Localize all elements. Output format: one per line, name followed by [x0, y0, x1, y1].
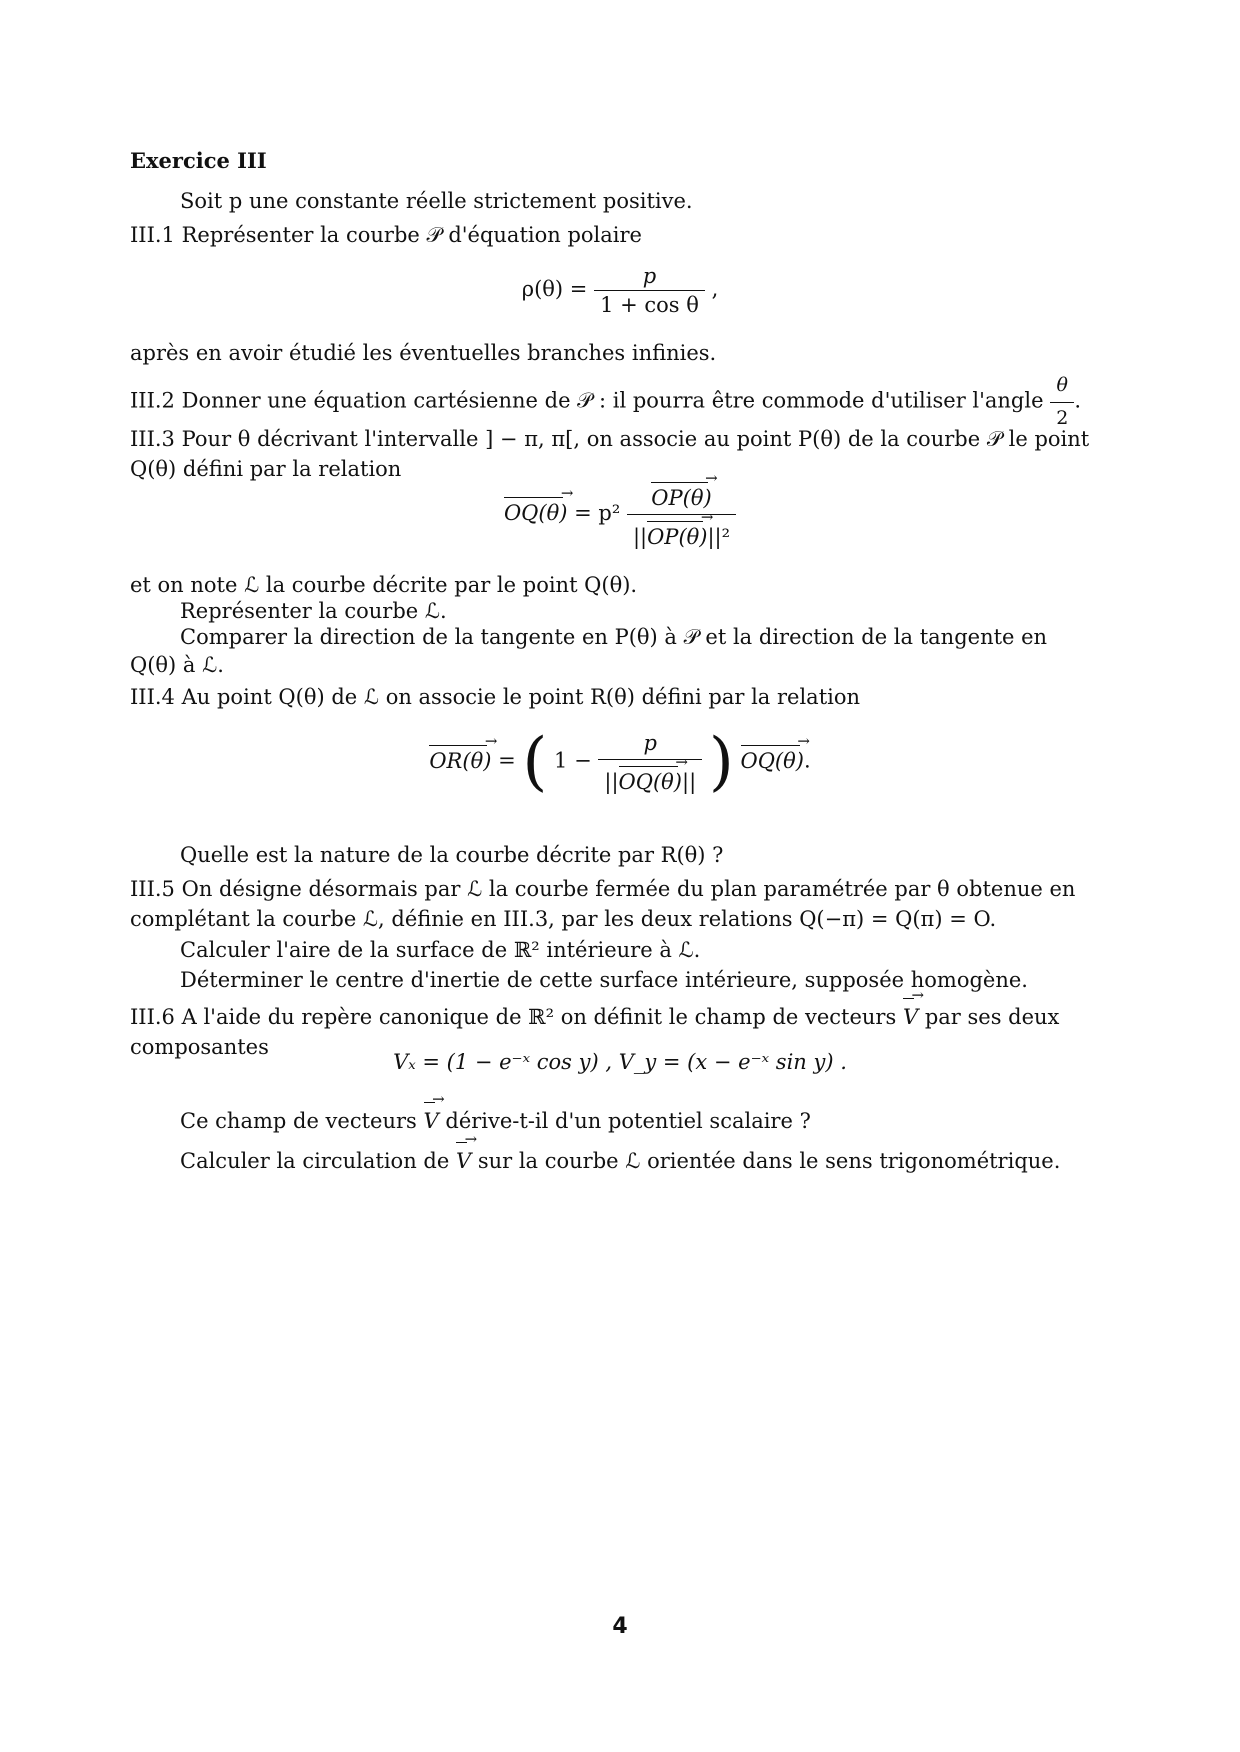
question-label: III.5 — [130, 877, 175, 901]
vector-oq: OQ(θ) → — [741, 743, 804, 773]
frac-numerator: θ — [1050, 372, 1074, 403]
norm-right-squared: ||² — [707, 525, 731, 549]
vector-v: V → — [456, 1140, 471, 1176]
equation-polar: ρ(θ) = $\frac{p}{\text{1 + cos θ}}$ , — [521, 264, 719, 317]
question-5-task-1: Calculer l'aire de la surface de ℝ² intérieure à ℒ. — [180, 937, 701, 962]
frac-numerator: p — [598, 731, 702, 760]
frac-numerator — [627, 480, 736, 515]
task-text: Ce champ de vecteurs — [180, 1109, 417, 1133]
question-label: III.1 — [130, 223, 175, 247]
fraction — [594, 264, 705, 317]
vector-v: V → — [903, 996, 918, 1032]
question-2: III.2 Donner une équation cartésienne de 𝒫 : il pourra être commode d'utiliser l'angle $\frac{\theta}{2}$ . — [130, 372, 1110, 432]
frac-denominator — [627, 515, 736, 549]
fraction — [598, 731, 702, 794]
frac-denominator — [598, 760, 702, 794]
question-5 — [130, 874, 1110, 996]
question-label: III.3 — [130, 427, 175, 451]
eq-end: . — [803, 748, 811, 773]
paren-left: ( — [522, 725, 548, 799]
question-1-after: après en avoir étudié les éventuelles branches infinies. — [130, 341, 717, 365]
question-3 — [130, 424, 1110, 485]
vector-op: OP(θ) → — [647, 519, 707, 549]
norm-left: || — [632, 525, 648, 549]
question-3-task-2b: Q(θ) à ℒ. — [130, 653, 224, 677]
norm-right: || — [682, 769, 697, 794]
vector-v: V → — [424, 1100, 439, 1136]
fraction — [627, 480, 736, 549]
equation-oq — [0, 480, 1240, 549]
vector-op: OP(θ) → — [651, 480, 711, 510]
eq-lhs: ρ(θ) = — [521, 277, 588, 301]
equation-field: Vₓ = (1 − e⁻ˣ cos y) , V_y = (x − e⁻ˣ sin y) . — [393, 1050, 847, 1074]
frac-numerator: p — [594, 264, 705, 291]
task-text-end: sur la courbe ℒ orientée dans le sens trigonométrique. — [477, 1149, 1061, 1173]
vector-or: OR(θ) → — [429, 743, 491, 773]
eq-equals: = p² — [574, 501, 621, 525]
question-3-after: et on note ℒ la courbe décrite par le point Q(θ). — [130, 573, 638, 597]
norm-left: || — [604, 769, 619, 794]
frac-denominator: 1 + cos θ — [600, 293, 699, 317]
question-label: III.4 — [130, 685, 175, 709]
vector-oq: OQ(θ) → — [504, 495, 567, 525]
page-number: 4 — [612, 1614, 628, 1639]
eq-one-minus: 1 − — [554, 748, 592, 773]
question-3-task-1: Représenter la courbe ℒ. — [180, 599, 447, 623]
question-5-task-2: Déterminer le centre d'inertie de cette surface intérieure, supposée homogène. — [180, 968, 1028, 993]
question-4 — [130, 682, 1110, 712]
question-text: A l'aide du repère canonique de ℝ² on définit le champ de vecteurs — [181, 1005, 897, 1029]
question-text: Pour θ décrivant l'intervalle ] − π, π[, on associe au point P(θ) de la courbe 𝒫 le point — [181, 427, 1090, 451]
question-text-2: composantes — [130, 1035, 269, 1060]
question-6-task-1 — [130, 1100, 1160, 1136]
vector-oq: OQ(θ) → — [619, 764, 682, 794]
intro-text: Soit p une constante réelle strictement positive. — [180, 189, 693, 213]
question-text-2: complétant la courbe ℒ, définie en III.3, par les deux relations Q(−π) = Q(π) = O. — [130, 907, 997, 932]
task-text-end: dérive-t-il d'un potentiel scalaire ? — [445, 1109, 811, 1133]
question-text-end: par ses deux — [924, 1005, 1060, 1029]
question-6-task-2 — [130, 1140, 1160, 1176]
task-text: Calculer la circulation de — [180, 1149, 450, 1173]
question-text: Donner une équation cartésienne de 𝒫 : il pourra être commode d'utiliser l'angle — [181, 388, 1044, 413]
question-1 — [130, 220, 1110, 250]
eq-equals: = — [498, 748, 516, 773]
question-text: On désigne désormais par ℒ la courbe fermée du plan paramétrée par θ obtenue en — [181, 877, 1076, 901]
paren-right: ) — [708, 725, 734, 799]
question-text: Au point Q(θ) de ℒ on associe le point R(θ) défini par la relation — [181, 685, 861, 709]
frac-denominator: 2 — [1056, 406, 1069, 429]
question-label: III.6 — [130, 1005, 175, 1029]
question-label: III.2 — [130, 388, 175, 413]
question-text-2: Q(θ) défini par la relation — [130, 457, 402, 482]
question-3-task-2: Comparer la direction de la tangente en P(θ) à 𝒫 et la direction de la tangente en — [180, 625, 1048, 649]
question-4-task: Quelle est la nature de la courbe décrite par R(θ) ? — [180, 843, 724, 867]
equation-or — [0, 725, 1240, 799]
question-text: Représenter la courbe 𝒫 d'équation polaire — [181, 223, 642, 247]
exercise-title: Exercice III — [130, 148, 267, 173]
